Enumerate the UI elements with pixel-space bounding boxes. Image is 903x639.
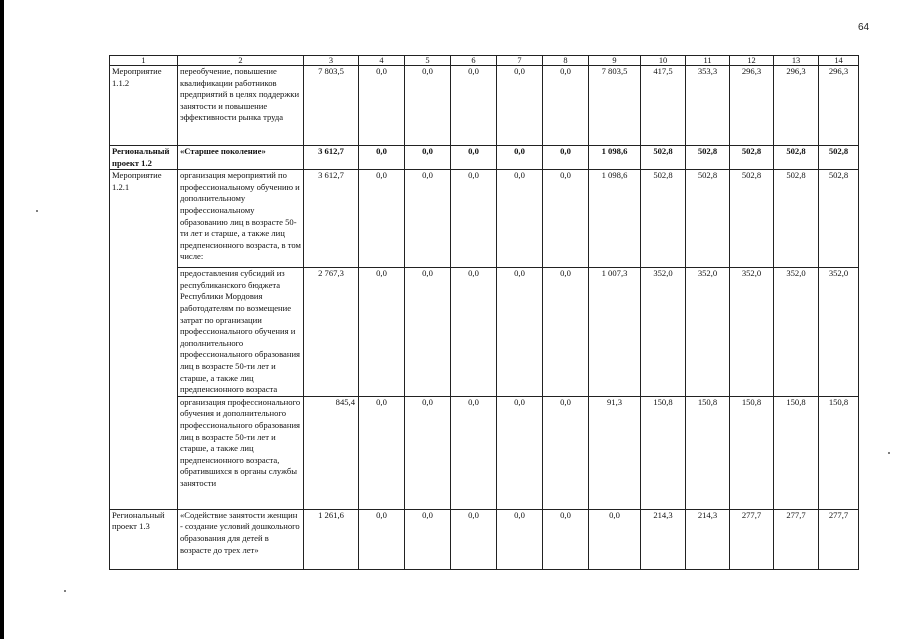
value-cell: 0,0 xyxy=(497,146,543,170)
value-cell: 353,3 xyxy=(686,66,730,146)
value-cell: 0,0 xyxy=(451,509,497,569)
value-cell: 1 261,6 xyxy=(304,509,359,569)
value-cell: 214,3 xyxy=(686,509,730,569)
header-cell: 13 xyxy=(774,56,819,66)
value-cell: 150,8 xyxy=(730,396,774,509)
value-cell: 0,0 xyxy=(405,66,451,146)
value-cell: 352,0 xyxy=(774,268,819,397)
value-cell: 0,0 xyxy=(451,268,497,397)
value-cell: 0,0 xyxy=(589,509,641,569)
value-cell: 417,5 xyxy=(641,66,686,146)
row-code: Региональный проект 1.2 xyxy=(110,146,178,170)
value-cell: 1 098,6 xyxy=(589,146,641,170)
header-cell: 11 xyxy=(686,56,730,66)
value-cell: 0,0 xyxy=(451,396,497,509)
value-cell: 7 803,5 xyxy=(304,66,359,146)
table-row xyxy=(110,170,859,268)
row-code: Региональный проект 1.3 xyxy=(110,509,178,569)
header-cell: 2 xyxy=(178,56,304,66)
row-description: организация мероприятий по профессиональному обучению и дополнительному профессиональному образованию лиц в возрасте 50-ти лет и старше, а также лиц предпенсионного возраста, в том числе: xyxy=(178,170,304,268)
value-cell: 150,8 xyxy=(819,396,859,509)
value-cell: 3 612,7 xyxy=(304,170,359,268)
value-cell: 845,4 xyxy=(304,396,359,509)
value-cell: 0,0 xyxy=(359,66,405,146)
value-cell: 502,8 xyxy=(819,170,859,268)
value-cell: 277,7 xyxy=(774,509,819,569)
value-cell: 502,8 xyxy=(774,146,819,170)
value-cell: 0,0 xyxy=(497,268,543,397)
value-cell: 0,0 xyxy=(359,146,405,170)
value-cell: 0,0 xyxy=(497,170,543,268)
value-cell: 2 767,3 xyxy=(304,268,359,397)
value-cell: 352,0 xyxy=(686,268,730,397)
value-cell: 277,7 xyxy=(730,509,774,569)
value-cell: 0,0 xyxy=(405,146,451,170)
value-cell: 502,8 xyxy=(641,146,686,170)
value-cell: 352,0 xyxy=(641,268,686,397)
value-cell: 0,0 xyxy=(451,170,497,268)
value-cell: 0,0 xyxy=(543,509,589,569)
budget-table xyxy=(109,55,859,570)
value-cell: 0,0 xyxy=(359,268,405,397)
value-cell: 296,3 xyxy=(774,66,819,146)
row-description: «Старшее поколение» xyxy=(178,146,304,170)
value-cell: 0,0 xyxy=(543,170,589,268)
header-cell: 14 xyxy=(819,56,859,66)
header-cell: 9 xyxy=(589,56,641,66)
table-row xyxy=(110,146,859,170)
value-cell: 502,8 xyxy=(686,146,730,170)
value-cell: 7 803,5 xyxy=(589,66,641,146)
table-row xyxy=(110,396,859,509)
header-cell: 6 xyxy=(451,56,497,66)
value-cell: 0,0 xyxy=(497,396,543,509)
value-cell: 502,8 xyxy=(819,146,859,170)
value-cell: 352,0 xyxy=(730,268,774,397)
value-cell: 0,0 xyxy=(543,268,589,397)
row-code: Мероприятие 1.1.2 xyxy=(110,66,178,146)
row-description: организация профессионального обучения и дополнительного профессионального образования лиц в возрасте 50-ти лет и старше, а также лиц предпенсионного возраста, обратившихся в органы службы занятости xyxy=(178,396,304,509)
header-cell: 1 xyxy=(110,56,178,66)
value-cell: 277,7 xyxy=(819,509,859,569)
table-row xyxy=(110,509,859,569)
row-description: «Содействие занятости женщин - создание условий дошкольного образования для детей в возрасте до трех лет» xyxy=(178,509,304,569)
table-row xyxy=(110,268,859,397)
value-cell: 0,0 xyxy=(359,509,405,569)
value-cell: 502,8 xyxy=(641,170,686,268)
value-cell: 0,0 xyxy=(451,66,497,146)
scan-speck xyxy=(888,452,890,454)
value-cell: 1 007,3 xyxy=(589,268,641,397)
value-cell: 502,8 xyxy=(774,170,819,268)
header-row xyxy=(110,56,859,66)
header-cell: 4 xyxy=(359,56,405,66)
header-cell: 10 xyxy=(641,56,686,66)
value-cell: 0,0 xyxy=(405,396,451,509)
value-cell: 150,8 xyxy=(686,396,730,509)
value-cell: 352,0 xyxy=(819,268,859,397)
value-cell: 502,8 xyxy=(730,170,774,268)
value-cell: 0,0 xyxy=(543,146,589,170)
header-cell: 8 xyxy=(543,56,589,66)
value-cell: 0,0 xyxy=(543,396,589,509)
value-cell: 0,0 xyxy=(497,66,543,146)
value-cell: 150,8 xyxy=(774,396,819,509)
value-cell: 214,3 xyxy=(641,509,686,569)
value-cell: 296,3 xyxy=(819,66,859,146)
value-cell: 0,0 xyxy=(405,170,451,268)
header-cell: 7 xyxy=(497,56,543,66)
value-cell: 0,0 xyxy=(405,268,451,397)
row-description: предоставления субсидий из республиканского бюджета Республики Мордовия работодателям по возмещение затрат по организации профессионального обучения и дополнительного профессионального образования лиц в возрасте 50-ти лет и старше, а также лиц предпенсионного возраста xyxy=(178,268,304,397)
value-cell: 0,0 xyxy=(359,170,405,268)
value-cell: 150,8 xyxy=(641,396,686,509)
row-code: Мероприятие 1.2.1 xyxy=(110,170,178,510)
table-row xyxy=(110,66,859,146)
value-cell: 3 612,7 xyxy=(304,146,359,170)
value-cell: 1 098,6 xyxy=(589,170,641,268)
value-cell: 91,3 xyxy=(589,396,641,509)
page-number: 64 xyxy=(858,22,870,33)
scan-speck xyxy=(36,210,38,212)
header-cell: 3 xyxy=(304,56,359,66)
value-cell: 0,0 xyxy=(451,146,497,170)
value-cell: 296,3 xyxy=(730,66,774,146)
value-cell: 0,0 xyxy=(543,66,589,146)
scan-edge xyxy=(0,0,4,639)
scan-speck xyxy=(64,590,66,592)
value-cell: 0,0 xyxy=(497,509,543,569)
header-cell: 5 xyxy=(405,56,451,66)
row-description: переобучение, повышение квалификации работников предприятий в целях поддержки занятости и повышение эффективности рынка труда xyxy=(178,66,304,146)
value-cell: 0,0 xyxy=(359,396,405,509)
value-cell: 502,8 xyxy=(730,146,774,170)
value-cell: 502,8 xyxy=(686,170,730,268)
header-cell: 12 xyxy=(730,56,774,66)
value-cell: 0,0 xyxy=(405,509,451,569)
